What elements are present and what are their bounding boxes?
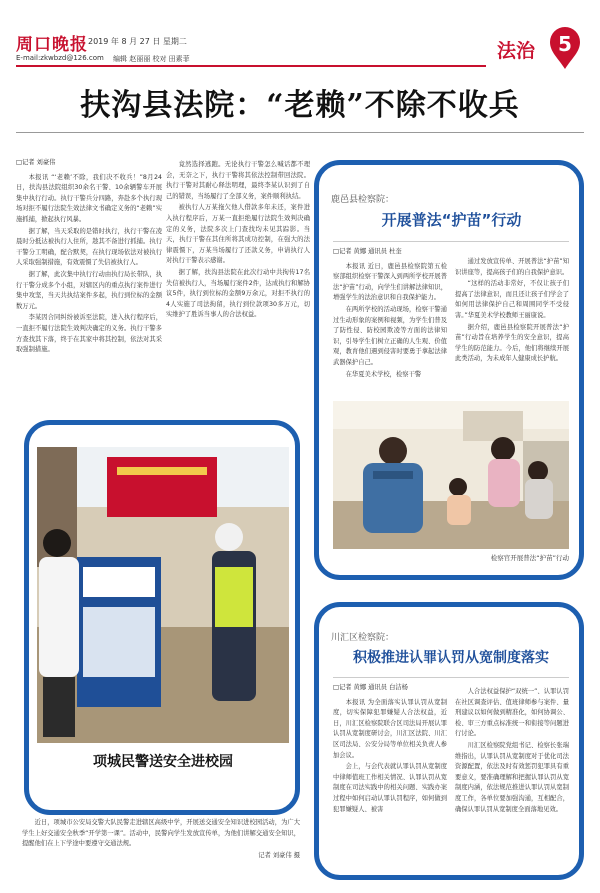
divider xyxy=(333,677,569,678)
headline-rule xyxy=(16,132,584,133)
panel-byline: □记者 黄娜 通讯员 杜奎 xyxy=(333,248,402,255)
contact-email: E-mail:zkwbzd@126.com xyxy=(16,54,104,62)
page-number-badge xyxy=(548,26,582,70)
main-headline: 扶沟县法院：“老赖”不除不收兵 xyxy=(80,88,520,123)
article-paragraph: 本报讯 “‘老赖’不除，我们决不收兵！”8月24日，扶沟县法院组织30余名干警、10余辆警车开展集中执行行动。执行干警兵分四路，奔赴多个执行现场对拒不履行法院生效法律文书确定义务的“老赖”实施抓捕，掀起执行风暴。 xyxy=(16,173,162,223)
page-number: 5 xyxy=(558,32,572,56)
panel-title: 积极推进认罪认罚从宽制度落实 xyxy=(353,650,549,666)
classroom-photo xyxy=(333,401,569,549)
panel-title: 开展普法“护苗”行动 xyxy=(381,211,522,229)
luyi-procuratorate-panel xyxy=(314,160,584,580)
article-paragraph: 据了解，扶沟县法院在此次行动中共拘传17名失信被执行人，当场履行案件2件，达成执行和解协议5件，执行到位标的金额9万余元，对拒不执行的4人实施了司法拘留，执行到位款项30多万元，切实维护了胜诉当事人的合法权益。 xyxy=(166,268,310,319)
masthead xyxy=(0,0,600,72)
photo-caption: 检察官开展普法“护苗”行动 xyxy=(490,554,569,562)
article-paragraph: 通过发放宣传单、开展普法“护苗”知识讲座等，提高孩子们的自我保护意识。 xyxy=(455,258,569,276)
chuanhui-procuratorate-panel xyxy=(314,602,584,880)
chuanhui-column-1 xyxy=(333,683,447,869)
panel-byline: □记者 黄娜 通讯员 白洁杨 xyxy=(333,684,408,691)
luyi-column-2 xyxy=(455,257,569,401)
article-paragraph: 人合法权益保护“双统一”、认罪认罚在社区调查评估、值班律师参与案件、量刑建议以如何做到精准化，如何协调公、检、审三方重点标准统一和衔接等问题进行讨论。 xyxy=(455,688,569,738)
article-paragraph: 据了解，此次集中执行行动由执行局长带队，执行干警分成多个小组，对辖区内的重点执行案件进行集中攻坚，当天共执结案件多起，执行到位标的金额数万元。 xyxy=(16,270,162,310)
article-paragraph: 在两所学校的活动现场，检察干警通过生动形象的案例和视频，为学生们普及了防性侵、防校园欺凌等方面的法律知识，引导学生们树立正确的人生观、价值观，教育他们遇到侵害时要勇于拿起法律武器保护自己。 xyxy=(333,305,447,366)
article-paragraph: 据了解，当天采取的是错时执行，执行干警在凌晨时分抵达被执行人住所，趁其不备进行抓捕。执行干警分工明确，配合默契，在执行现场依法对被执行人采取强制措施，有效震慑了失信被执行人。 xyxy=(16,227,162,267)
article-paragraph: 在华夏美术学校，检察干警 xyxy=(345,370,422,378)
panel-title: 项城民警送安全进校园 xyxy=(93,754,233,770)
newspaper-logo: 周口晚报 xyxy=(16,35,88,55)
panel-tag: 鹿邑县检察院： xyxy=(331,195,395,205)
article-paragraph: 川汇区检察院党组书记、检察长张瑞维指出，认罪认罚从宽制度对于优化司法资源配置，依法及时有效惩罚犯罪具有重要意义，要准确理解和把握认罪认罚从宽制度内涵，依法规范推进认罪认罚从宽制度工作，各单位要加强沟通，互相配合，确保认罪认罚从宽制度全面落地见效。 xyxy=(455,741,569,813)
section-title: 法治 xyxy=(497,40,536,62)
article-paragraph: “这样的活动非常好，不仅让孩子们提高了法律意识，而且还让孩子们学会了如何用法律保护自己和周围同学不受侵害。”华夏美术学校教师王丽康说。 xyxy=(455,280,569,319)
panel-tag: 川汇区检察院： xyxy=(331,633,395,643)
issue-date: 2019 年 8 月 27 日 星期二 xyxy=(88,37,187,46)
article-paragraph: 本报讯 为全面落实认罪认罚从宽制度，切实保障犯罪嫌疑人合法权益，近日，川汇区检察院联合区司法局开展认罪认罚从宽制度研讨会，川汇区法院、川汇区司法局、公安分局等单位相关负责人参加会议。 xyxy=(333,698,447,759)
xiangcheng-caption-text xyxy=(22,818,300,878)
main-article-byline: □记者 刘豪伟 xyxy=(16,159,56,166)
article-paragraph: 被执行人万某拖欠他人借款多年未还，案件进入执行程序后，万某一直拒绝履行法院生效判决确定的义务，法院多次上门查找均未见其踪影。当天，执行干警在其住所将其成功控制，在强大的法律震慑下，万某当场履行了还款义务，申请执行人对执行干警表示感谢。 xyxy=(166,204,310,265)
article-paragraph: 竟然选择逃跑。无论执行干警怎么喊话都不理会，无奈之下，执行干警将其依法控制带回法院。执行干警对其耐心释法明理，最终李某认识到了自己的错误，当场履行了全部义务，案件顺利执结。 xyxy=(166,161,310,200)
article-paragraph: 李某因合同纠纷被诉至法院，进入执行程序后，一直拒不履行法院生效判决确定的义务。执行干警多方查找其下落，终于在其家中将其控制，依法对其采取强制措施。 xyxy=(16,314,162,354)
divider xyxy=(333,241,569,242)
article-paragraph: 本报讯 近日，鹿邑县检察院第五检察部组织检察干警深入到两所学校开展普法“护苗”行动，向学生们讲解法律知识，增强学生的法治意识和自我保护能力。 xyxy=(333,262,447,302)
xiangcheng-police-panel xyxy=(24,420,300,815)
luyi-column-1 xyxy=(333,247,447,401)
main-article-column-2 xyxy=(166,160,310,428)
masthead-rule xyxy=(16,65,486,67)
chuanhui-column-2 xyxy=(455,687,569,869)
editor-credits: 编辑 赵丽丽 校对 田素菲 xyxy=(113,55,190,63)
photo-credit: 记者 刘豪伟 摄 xyxy=(258,851,300,859)
campus-safety-photo xyxy=(37,447,289,743)
article-paragraph: 据介绍，鹿邑县检察院开展普法“护苗”行动旨在培养学生的安全意识，提高学生的防范能力。今后，他们将继续开展此类活动，为未成年人健康成长护航。 xyxy=(455,323,569,363)
article-paragraph: 近日，项城市公安局交警大队民警走进辖区高级中学，开展送交通安全知识进校园活动，为广大学生上好交通安全秋季“开学第一课”。活动中，民警向学生发放宣传单，为他们讲解交通安全知识，提醒他们在上下学途中要遵守交通法规。 xyxy=(22,819,300,848)
main-article-column-1 xyxy=(16,158,162,428)
article-paragraph: 会上，与会代表就认罪认罚从宽制度中律师值班工作相关情况、认罪认罚从宽制度在司法实践中的相关问题、实践办案过程中如何启动认罪认罚程序，如何做到犯罪嫌疑人、被害 xyxy=(333,763,447,813)
